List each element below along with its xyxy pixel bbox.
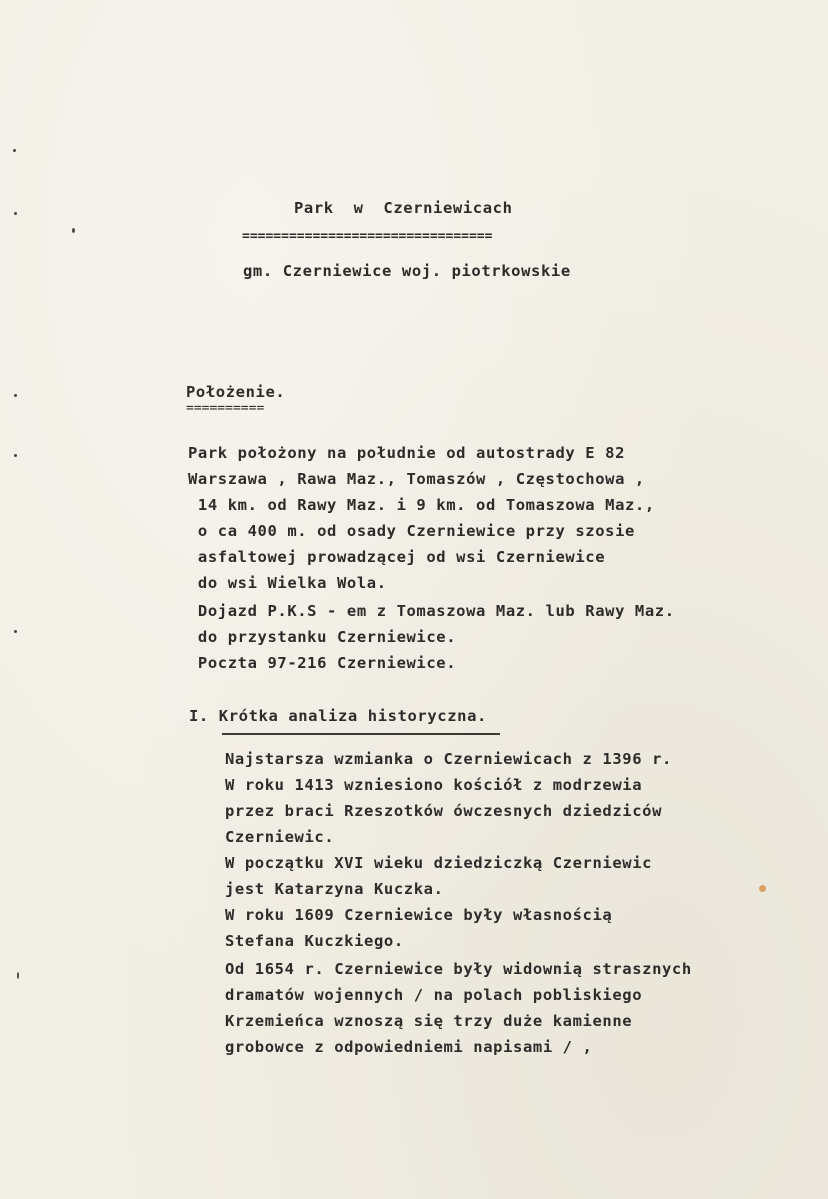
history-line: Od 1654 r. Czerniewice były widownią strasznych bbox=[225, 960, 692, 978]
document-subtitle: gm. Czerniewice woj. piotrkowskie bbox=[243, 262, 571, 280]
history-line: Stefana Kuczkiego. bbox=[225, 932, 404, 950]
section-heading-history-underline bbox=[222, 733, 500, 735]
margin-speck bbox=[14, 630, 17, 633]
title-underline: ================================ bbox=[242, 229, 493, 244]
document-title: Park w Czerniewicach bbox=[294, 199, 513, 217]
history-line: przez braci Rzeszotków ówczesnych dziedziców bbox=[225, 802, 662, 820]
section-heading-history: I. Krótka analiza historyczna. bbox=[189, 707, 487, 725]
margin-speck bbox=[13, 149, 16, 152]
location-line: Poczta 97-216 Czerniewice. bbox=[188, 654, 457, 672]
margin-speck bbox=[14, 212, 17, 215]
history-line: W początku XVI wieku dziedziczką Czerniewic bbox=[225, 854, 653, 872]
margin-speck bbox=[14, 394, 17, 397]
location-line: Dojazd P.K.S - em z Tomaszowa Maz. lub Rawy Maz. bbox=[188, 602, 675, 620]
section-heading-location-underline: ========== bbox=[186, 401, 265, 416]
history-line: grobowce z odpowiedniemi napisami / , bbox=[225, 1038, 593, 1056]
history-line: W roku 1609 Czerniewice były własnością bbox=[225, 906, 613, 924]
history-line: dramatów wojennych / na polach pobliskiego bbox=[225, 986, 643, 1004]
location-line: 14 km. od Rawy Maz. i 9 km. od Tomaszowa Maz., bbox=[188, 496, 655, 514]
location-line: Warszawa , Rawa Maz., Tomaszów , Częstochowa , bbox=[188, 470, 645, 488]
section-heading-location: Położenie. bbox=[186, 383, 286, 401]
history-line: Krzemieńca wznoszą się trzy duże kamienne bbox=[225, 1012, 633, 1030]
history-line: jest Katarzyna Kuczka. bbox=[225, 880, 444, 898]
location-line: do wsi Wielka Wola. bbox=[188, 574, 387, 592]
history-line: W roku 1413 wzniesiono kościół z modrzewia bbox=[225, 776, 643, 794]
location-line: o ca 400 m. od osady Czerniewice przy szosie bbox=[188, 522, 635, 540]
margin-speck bbox=[14, 454, 17, 457]
location-line: Park położony na południe od autostrady E 82 bbox=[188, 444, 625, 462]
history-line: Czerniewic. bbox=[225, 828, 335, 846]
location-line: do przystanku Czerniewice. bbox=[188, 628, 457, 646]
paper-stain bbox=[759, 885, 766, 892]
location-line: asfaltowej prowadzącej od wsi Czerniewice bbox=[188, 548, 606, 566]
margin-speck bbox=[17, 972, 19, 979]
history-line: Najstarsza wzmianka o Czerniewicach z 1396 r. bbox=[225, 750, 672, 768]
margin-speck bbox=[72, 228, 75, 233]
